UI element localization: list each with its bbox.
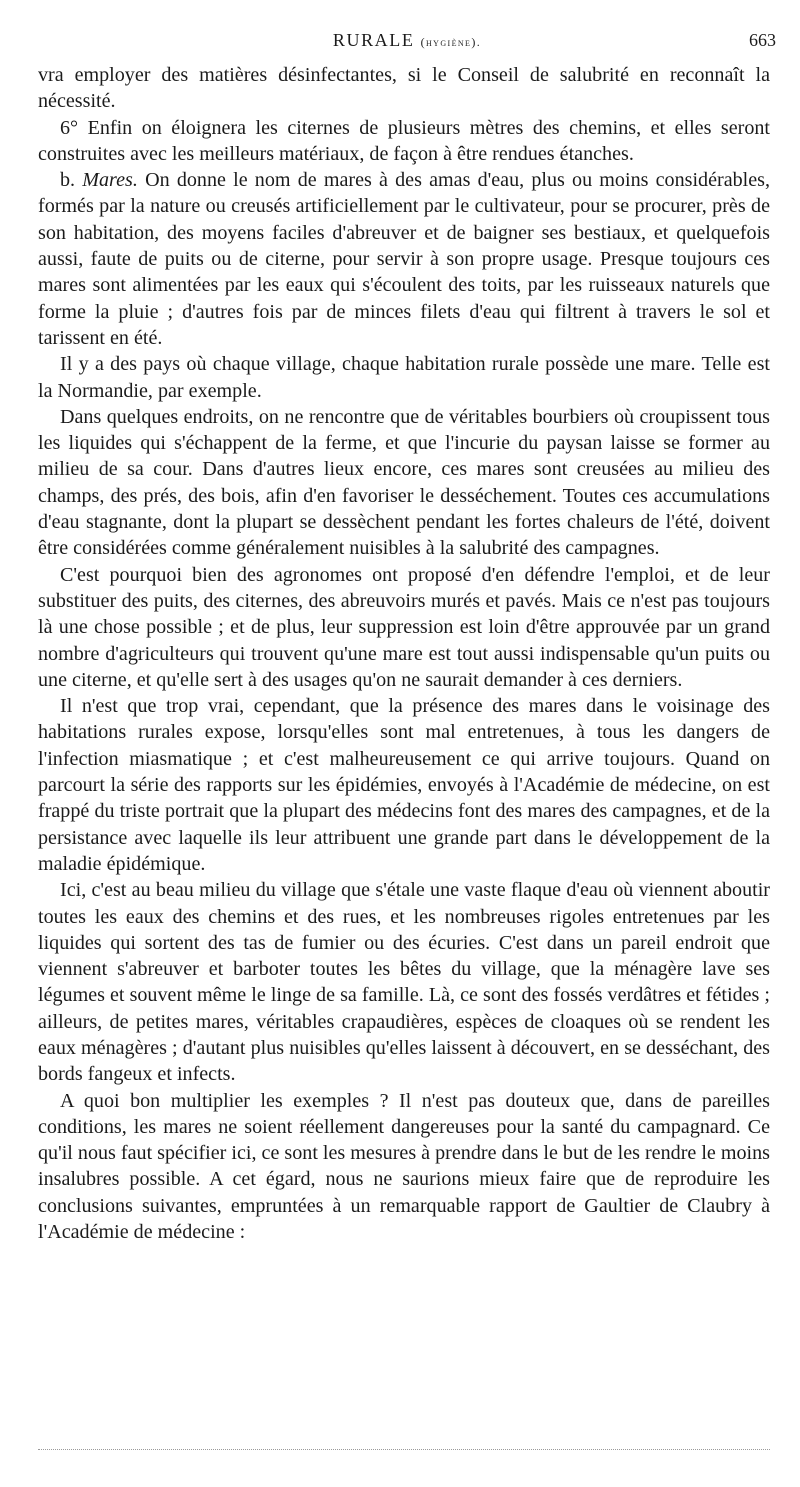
section-title-mares: Mares.	[82, 169, 138, 192]
body-text	[38, 62, 770, 1245]
running-title-main: RURALE	[332, 30, 415, 50]
section-letter: b.	[60, 169, 83, 192]
paragraph-continued: vra employer des matières désinfectantes, si le Conseil de salubrité en reconnaît la nécessité.	[38, 64, 770, 113]
paragraph-bourbiers: Dans quelques endroits, on ne rencontre que de véritables bourbiers où croupissent tous les liquides qui s'échappent de la ferme, et que l'incurie du paysan laisse se former au milieu de sa cour. Dans d'autres lieux encore, ces mares sont creusées au milieu des champs, des prés, des bois, afin d'en favoriser le desséchement. Toutes ces accumulations d'eau stagnante, dont la plupart se dessèchent pendant les fortes chaleurs de l'été, doivent être considérées comme généralement nuisibles à la salubrité des campagnes.	[38, 405, 770, 560]
paragraph-infection: Il n'est que trop vrai, cependant, que la présence des mares dans le voisinage des habitations rurales expose, lorsqu'elles sont mal entretenues, à tous les dangers de l'infection miasmatique ; et c'est malheureusement ce qui arrive toujours. Quand on parcourt la série des rapports sur les épidémies, envoyés à l'Académie de médecine, on est frappé du triste portrait que la plupart des médecins font des mares des campagnes, et de la persistance avec laquelle ils leur attribuent une grande part dans le développement de la maladie épidémique.	[38, 695, 770, 875]
paragraph-citernes-6: 6° Enfin on éloignera les citernes de plusieurs mètres des chemins, et elles seront construites avec les meilleurs matériaux, de façon à être rendues étanches.	[38, 116, 770, 165]
page-number: 663	[749, 30, 776, 50]
paragraph-mares-text: On donne le nom de mares à des amas d'eau, plus ou moins considérables, formés par la nature ou creusés artificiellement par le cultivateur, pour se procurer, près de son habitation, des moyens faciles d'abreuver et de baigner ses bestiaux, et quelquefois aussi, faute de puits ou de citerne, pour servir à son propre usage. Presque toujours ces mares sont alimentées par les eaux qui s'écoulent des toits, par les ruisseaux naturels que forme la pluie ; d'autres fois par de minces filets d'eau qui filtrent à travers le sol et tarissent en été.	[38, 169, 771, 349]
paragraph-mares-heading	[38, 167, 770, 351]
running-title	[38, 30, 776, 51]
running-title-subtitle: (hygiène).	[420, 35, 482, 49]
paragraph-normandie: Il y a des pays où chaque village, chaque habitation rurale possède une mare. Telle est la Normandie, par exemple.	[38, 353, 770, 402]
paragraph-conclusions: A quoi bon multiplier les exemples ? Il n'est pas douteux que, dans de pareilles conditions, les mares ne soient réellement dangereuses pour la santé du campagnard. Ce qu'il nous faut spécifier ici, ce sont les mesures à prendre dans le but de les rendre le moins insalubres possible. A cet égard, nous ne saurions mieux faire que de reproduire les conclusions suivantes, empruntées à un remarquable rapport de Gaultier de Claubry à l'Académie de médecine :	[38, 1089, 770, 1244]
paragraph-village: Ici, c'est au beau milieu du village que s'étale une vaste flaque d'eau où viennent aboutir toutes les eaux des chemins et des rues, et les nombreuses rigoles entretenues par les liquides qui sortent des tas de fumier ou des écuries. C'est dans un pareil endroit que viennent s'abreuver et barboter toutes les bêtes du village, que la ménagère lave ses légumes et souvent même le linge de sa famille. Là, ce sont des fossés verdâtres et fétides ; ailleurs, de petites mares, véritables crapaudières, espèces de cloaques où se rendent les eaux ménagères ; d'autant plus nuisibles qu'elles laissent à découvert, en se desséchant, des bords fangeux et infects.	[38, 879, 770, 1086]
page-bottom-rule	[38, 1449, 770, 1450]
running-header	[38, 30, 776, 56]
paragraph-agronomes: C'est pourquoi bien des agronomes ont proposé d'en défendre l'emploi, et de leur substituer des puits, des citernes, des abreuvoirs murés et pavés. Mais ce n'est pas toujours là une chose possible ; et de plus, leur suppression est loin d'être approuvée par un grand nombre d'agriculteurs qui trouvent qu'une mare est tout aussi indispensable qu'un puits ou une citerne, et qu'elle sert à des usages qu'on ne saurait demander à ces derniers.	[38, 563, 770, 691]
